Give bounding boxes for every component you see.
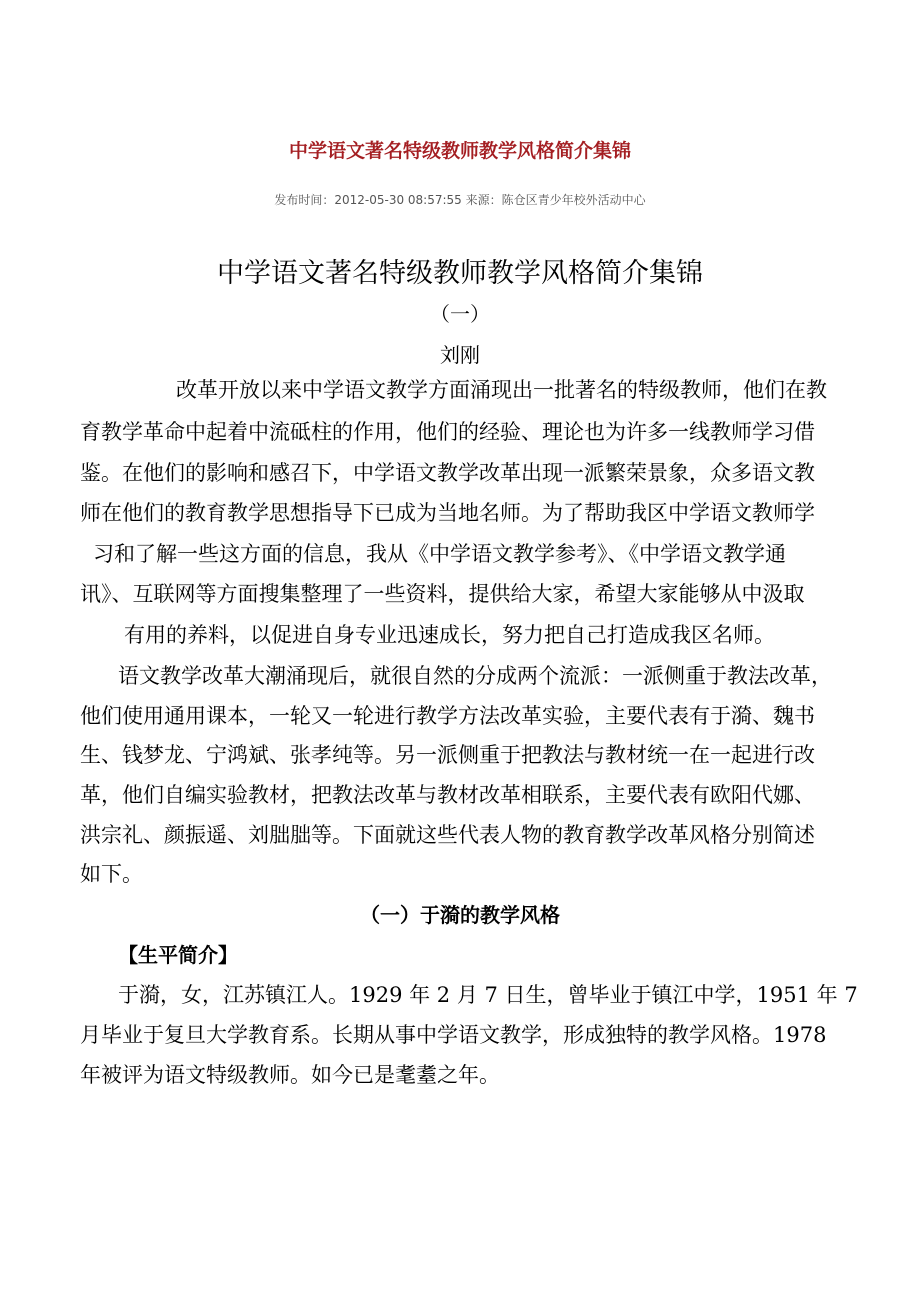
bio-line: 于漪，女，江苏镇江人。1929 年 2 月 7 日生，曾毕业于镇江中学，1951 年 7: [118, 983, 858, 1007]
paragraph-line: 如下。: [80, 862, 143, 886]
paragraph-line: 洪宗礼、颜振遥、刘朏朏等。下面就这些代表人物的教育教学改革风格分别简述: [80, 823, 815, 847]
page-title: 中学语文著名特级教师教学风格简介集锦: [288, 140, 631, 162]
paragraph-line: 语文教学改革大潮涌现后，就很自然的分成两个流派：一派侧重于教法改革，: [118, 664, 832, 688]
intro-line: 师在他们的教育教学思想指导下已成为当地名师。为了帮助我区中学语文教师学: [80, 501, 815, 525]
paragraph-line: 他们使用通用课本，一轮又一轮进行教学方法改革实验，主要代表有于漪、魏书: [80, 704, 815, 728]
bio-line: 年被评为语文特级教师。如今已是耄耋之年。: [80, 1063, 500, 1087]
intro-line: 改革开放以来中学语文教学方面涌现出一批著名的特级教师，他们在教: [176, 378, 827, 402]
bio-line: 月毕业于复旦大学教育系。长期从事中学语文教学，形成独特的教学风格。1978: [80, 1023, 827, 1047]
intro-line: 有用的养料，以促进自身专业迅速成长，努力把自己打造成我区名师。: [124, 623, 775, 647]
article-title: 中学语文著名特级教师教学风格简介集锦: [217, 258, 703, 289]
intro-line: 习和了解一些这方面的信息，我从《中学语文教学参考》、《中学语文教学通: [93, 542, 786, 566]
author-name: 刘刚: [440, 343, 480, 367]
publish-meta: 发布时间：2012-05-30 08:57:55 来源：陈仓区青少年校外活动中心: [274, 193, 646, 207]
intro-line: 育教学革命中起着中流砥柱的作用，他们的经验、理论也为许多一线教师学习借: [80, 420, 815, 444]
part-number: （一）: [430, 302, 490, 326]
bio-heading: 【生平简介】: [118, 943, 238, 967]
intro-line: 鉴。在他们的影响和感召下，中学语文教学改革出现一派繁荣景象，众多语文教: [80, 461, 815, 485]
paragraph-line: 革，他们自编实验教材，把教法改革与教材改革相联系，主要代表有欧阳代娜、: [80, 783, 815, 807]
intro-line: 讯》、互联网等方面搜集整理了一些资料，提供给大家，希望大家能够从中汲取: [80, 582, 805, 606]
section-heading: （一）于漪的教学风格: [360, 903, 560, 927]
paragraph-line: 生、钱梦龙、宁鸿斌、张孝纯等。另一派侧重于把教法与教材统一在一起进行改: [80, 743, 815, 767]
